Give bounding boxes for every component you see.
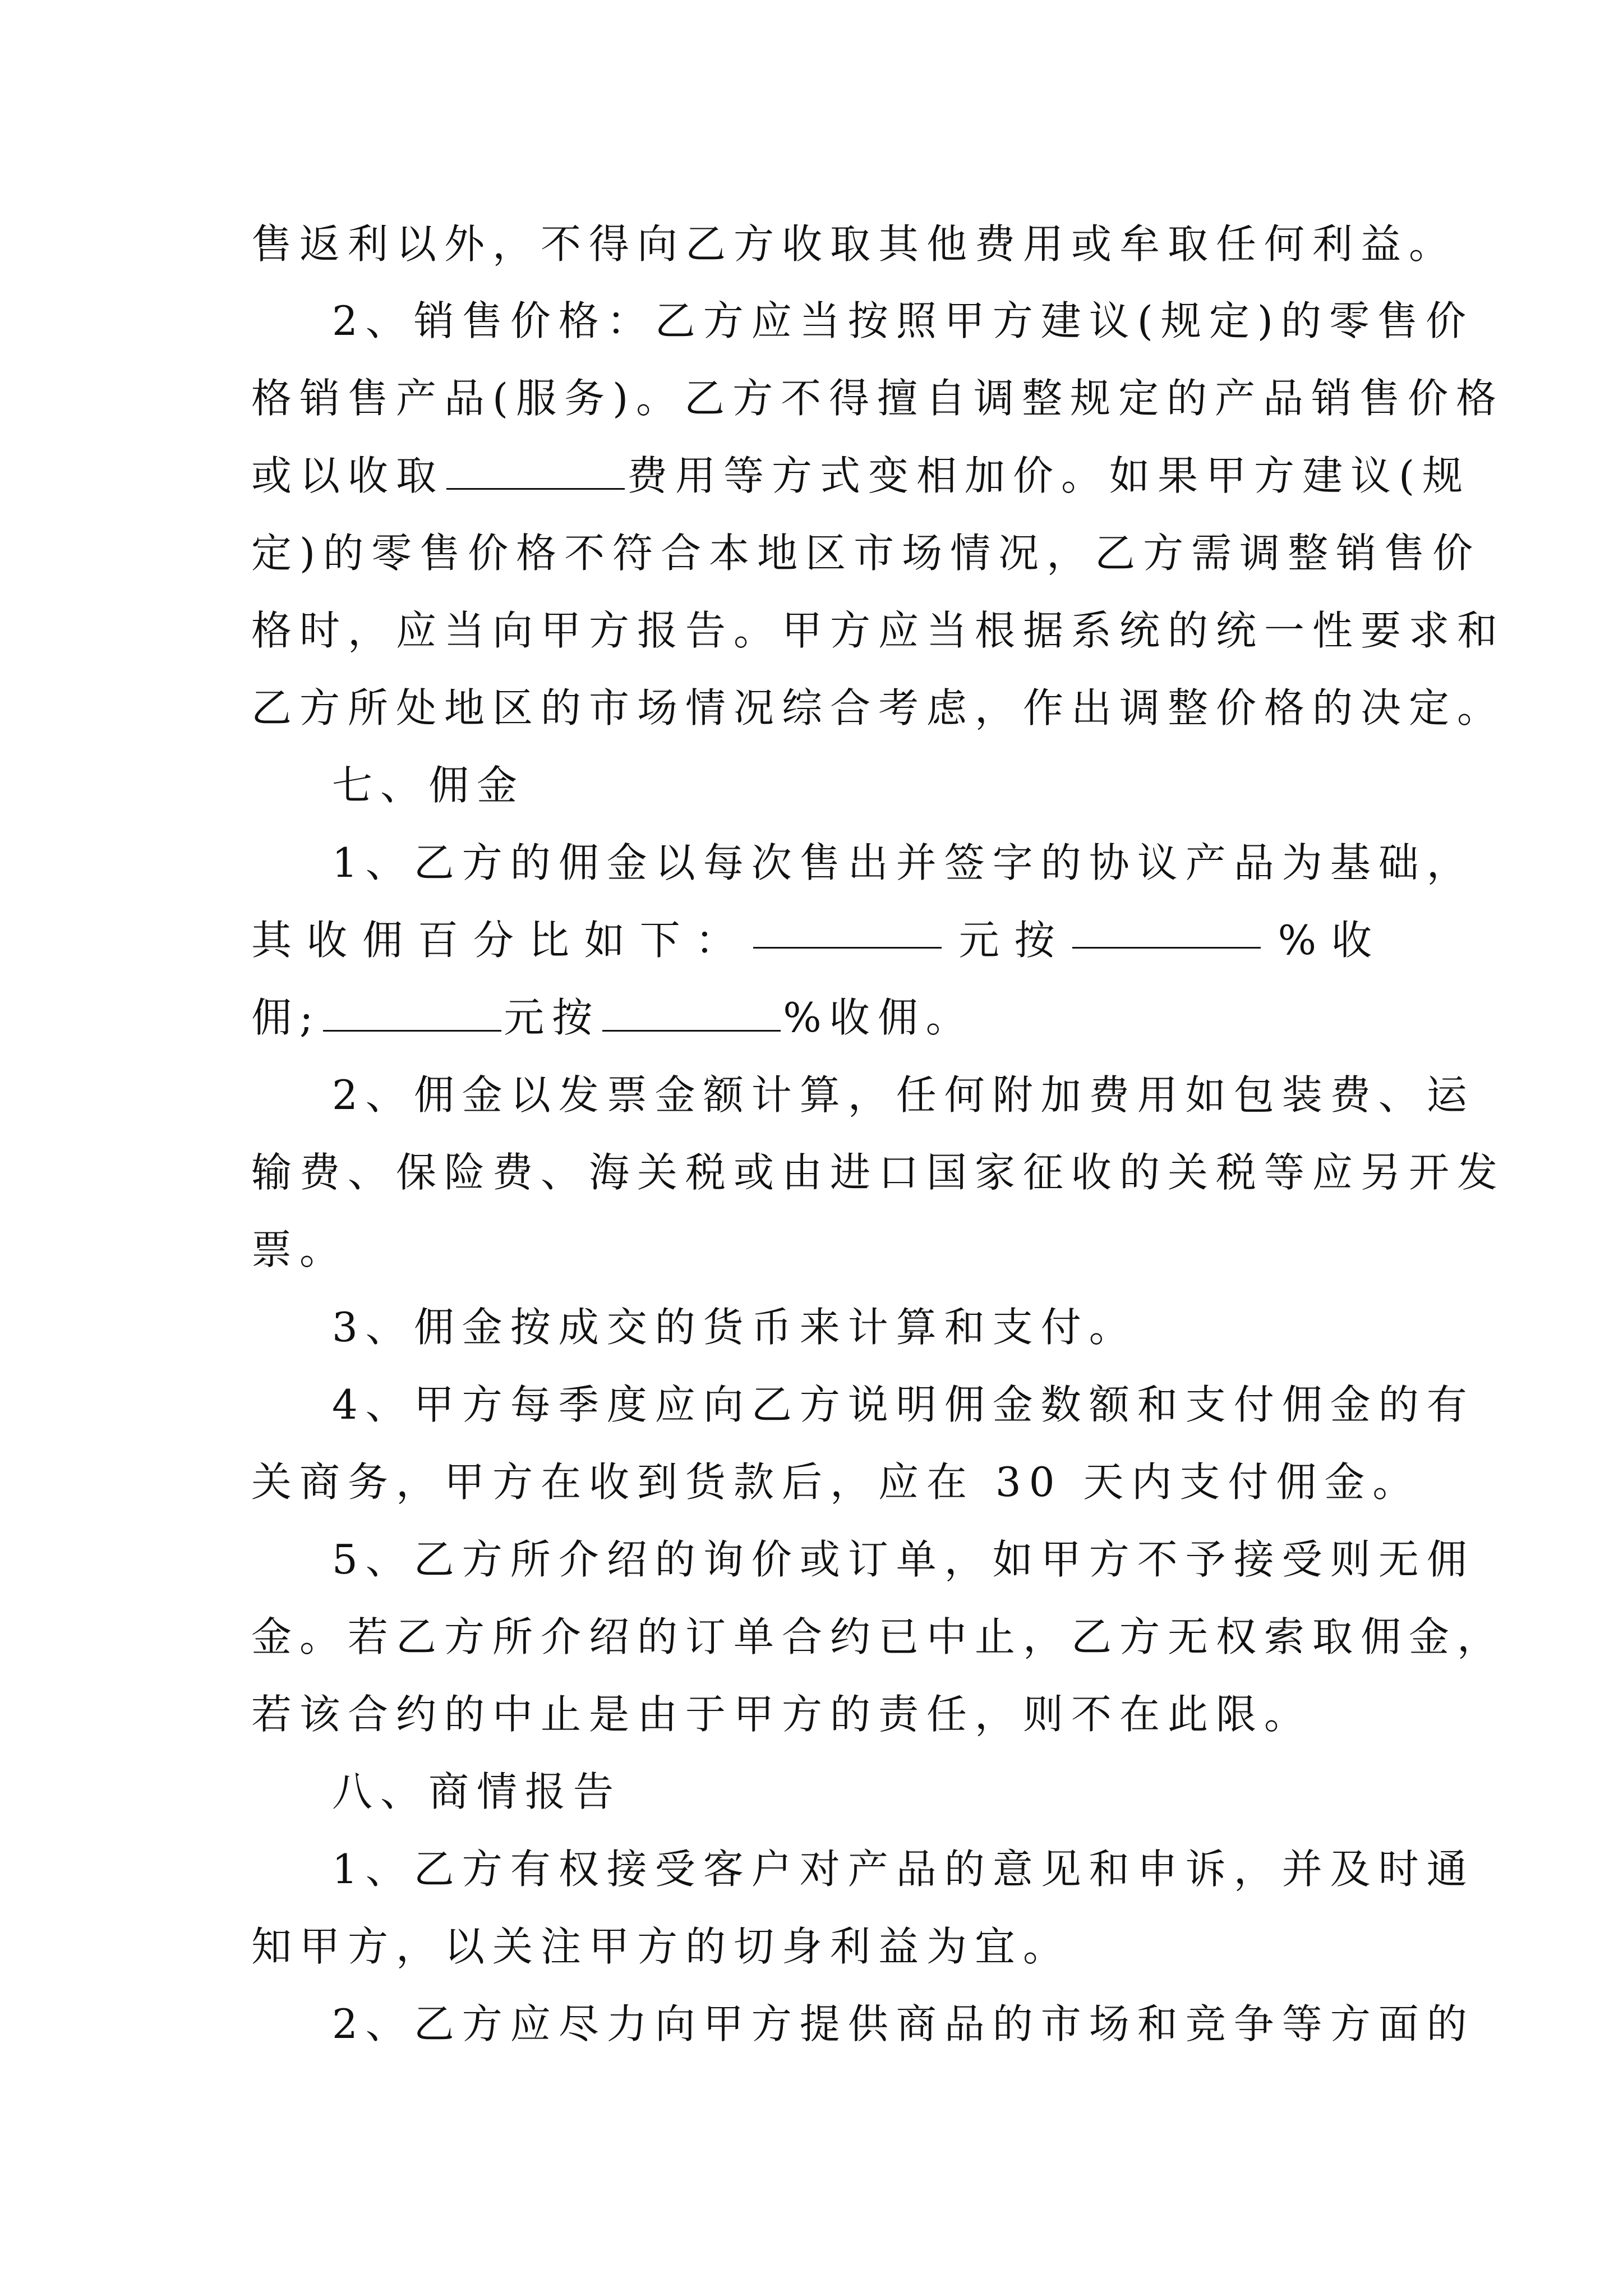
fill-in-blank [446,453,625,490]
text-segment: %收佣。 [783,994,974,1041]
paragraph-line: 5、乙方所介绍的询价或订单，如甲方不予接受则无佣 [332,1536,1475,1583]
justified-char: 收 [306,917,347,964]
paragraph-line [251,990,974,1046]
text-segment: 佣; [251,994,321,1041]
section-heading: 八、商情报告 [332,1768,622,1815]
paragraph-line: 输费、保险费、海关税或由进口国家征收的关税等应另开发 [251,1149,1506,1196]
justified-char: 按 [1014,917,1055,964]
paragraph-line: 售返利以外，不得向乙方收取其他费用或牟取任何利益。 [251,220,1458,268]
paragraph-line: 知甲方，以关注甲方的切身利益为宜。 [251,1923,1072,1970]
paragraph-line: 格时，应当向甲方报告。甲方应当根据系统的统一性要求和 [251,607,1506,654]
paragraph-line: 定)的零售价格不符合本地区市场情况，乙方需调整销售价 [251,530,1481,577]
paragraph-line: 4、甲方每季度应向乙方说明佣金数额和支付佣金的有 [332,1381,1475,1428]
paragraph-line: 1、乙方有权接受客户对产品的意见和申诉，并及时通 [332,1846,1475,1893]
paragraph-line [251,448,1470,504]
justified-char: 百 [417,917,458,964]
text-segment: 或以收取 [251,452,445,499]
justified-char: 比 [528,917,569,964]
fill-in-blank [753,912,942,949]
section-heading: 七、佣金 [332,762,525,809]
text-segment: 元按 [504,994,601,1041]
paragraph-line: 2、乙方应尽力向甲方提供商品的市场和竞争等方面的 [332,2000,1475,2047]
paragraph-line: 3、佣金按成交的货币来计算和支付。 [332,1304,1137,1351]
paragraph-line: 票。 [251,1226,348,1273]
paragraph-line: 1、乙方的佣金以每次售出并签字的协议产品为基础， [332,839,1475,886]
fill-in-blank [323,995,501,1032]
justified-char: ： [695,917,736,964]
paragraph-line: 2、佣金以发票金额计算，任何附加费用如包装费、运 [332,1071,1475,1119]
justified-char: 如 [584,917,625,964]
paragraph-line: 格销售产品(服务)。乙方不得擅自调整规定的产品销售价格 [251,375,1505,422]
justified-char: 元 [958,917,999,964]
text-segment: 费用等方式变相加价。如果甲方建议(规 [627,452,1471,499]
paragraph-line: 2、销售价格：乙方应当按照甲方建议(规定)的零售价 [332,297,1474,344]
justified-char: 佣 [362,917,403,964]
fill-in-blank [602,995,781,1032]
justified-char: 下 [639,917,680,964]
paragraph-line: 若该合约的中止是由于甲方的责任，则不在此限。 [251,1691,1313,1738]
justified-char: % [1278,917,1316,964]
justified-char: 其 [251,917,292,964]
paragraph-line: 乙方所处地区的市场情况综合考虑，作出调整价格的决定。 [251,684,1506,731]
justified-char: 分 [473,917,514,964]
fill-in-blank [1072,912,1261,949]
paragraph-line [251,912,1372,968]
justified-char: 收 [1331,917,1372,964]
paragraph-line: 关商务，甲方在收到货款后，应在 30 天内支付佣金。 [251,1458,1421,1506]
paragraph-line: 金。若乙方所介绍的订单合约已中止，乙方无权索取佣金， [251,1613,1506,1660]
